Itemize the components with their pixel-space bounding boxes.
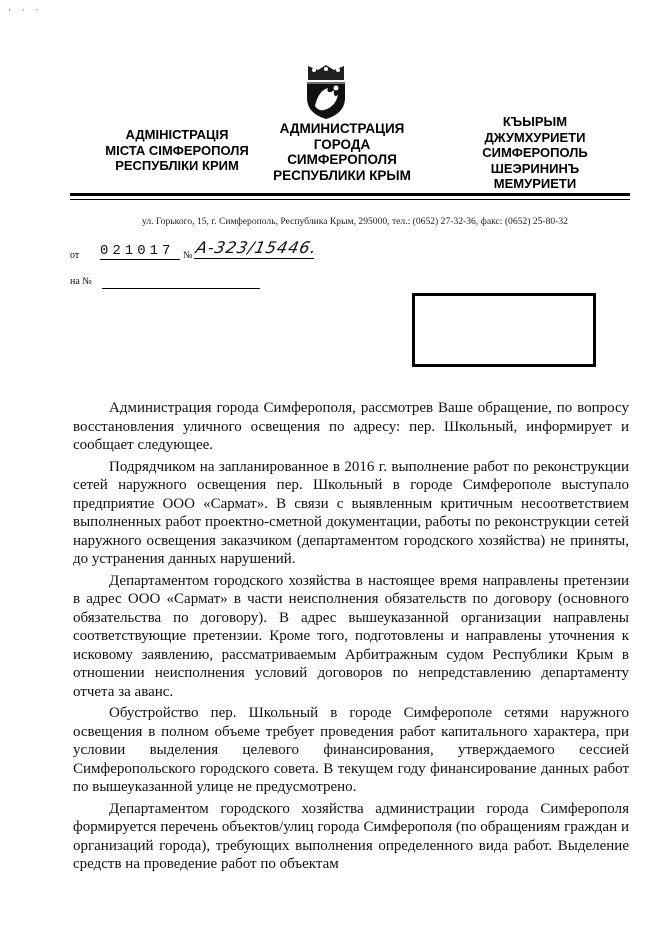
- paragraph: Департаментом городского хозяйства в настоящее время направлены претензии в адрес ООО «Сармат» в части неисполнения обязательств по договору (основного обязательства по договору). В адрес вышеуказанной организации направлены соответствующие претензии. Кроме того, подготовлены и направлены уточнения к исковому заявлению, рассматриваемым Арбитражным судом Республики Крым в отношении неисполнения условий договоров по непредставлению департаменту отчета за аванс.: [73, 572, 629, 700]
- header-divider-thin: [70, 199, 630, 200]
- header-line: КЪЫРЫМ: [502, 114, 568, 129]
- header-line: МІСТА СІМФЕРОПОЛЯ: [105, 142, 249, 158]
- crimea-coat-of-arms-icon: [300, 64, 352, 120]
- header-divider-thick: [70, 193, 630, 196]
- document-number: А-323/15446.: [194, 238, 319, 257]
- reply-to-label: на №: [70, 276, 92, 287]
- scan-marks: · · ·: [8, 6, 43, 16]
- header-ukrainian: [78, 127, 276, 174]
- header-line: АДМІНІСТРАЦІЯ: [125, 127, 229, 142]
- header-line: ГОРОДА: [313, 136, 371, 152]
- address-line: ул. Горького, 15, г. Симферополь, Республика Крым, 295000, тел.: (0652) 27-32-36, факс: (0652) 25-80-32: [142, 216, 568, 227]
- header-line: ШЕЭРИНИНЪ: [490, 160, 580, 176]
- document-date: 021017: [100, 243, 180, 260]
- from-label: от: [70, 250, 80, 261]
- header-russian: [263, 121, 421, 183]
- letter-body: [73, 399, 629, 877]
- paragraph: Департаментом городского хозяйства администрации города Симферополя формируется перечень объектов/улиц города Симферополя (по обращениям граждан и организаций города), требующих выполнения определенного вида работ. Выделение средств на проведение работ по объектам: [73, 800, 629, 872]
- header-line: РЕСПУБЛИКИ КРЫМ: [273, 167, 411, 183]
- header-line: АДМИНИСТРАЦИЯ: [279, 121, 405, 136]
- redacted-addressee-box: [412, 293, 596, 367]
- paragraph: Администрация города Симферополя, рассмотрев Ваше обращение, по вопросу восстановления уличного освещения по адресу: пер. Школьный, информирует и сообщает следующее.: [73, 400, 629, 453]
- header-line: РЕСПУБЛІКИ КРИМ: [115, 158, 239, 173]
- paragraph: Подрядчиком на запланированное в 2016 г. выполнение работ по реконструкции сетей наружного освещения пер. Школьный в городе Симферополе выступало предприятие ООО «Сармат». В связи с выявленным критичным несоответствием выполненных работ проектно-сметной документации, работы по реконструкции сетей наружного освещения заказчиком (департаментом городского хозяйства) не приняты, до устранения данных нарушений.: [73, 458, 629, 567]
- header-line: ДЖУМХУРИЕТИ: [484, 129, 586, 145]
- header-crimean-tatar: [460, 114, 610, 192]
- paragraph: Обустройство пер. Школьный в городе Симферополе сетями наружного освещения в полном объеме требует проведения работ капитального характера, при условии выделения целевого финансирования, утверждаемого сессией Симферопольского городского совета. В текущем году финансирование данных работ по вышеуказанной улице не предусмотрено.: [73, 705, 629, 795]
- reply-to-line: [102, 288, 260, 289]
- header-line: СИМФЕРОПОЛЬ: [482, 145, 588, 160]
- header-line: СИМФЕРОПОЛЯ: [287, 152, 397, 167]
- number-label: №: [183, 250, 193, 261]
- header-line: МЕМУРИЕТИ: [493, 176, 577, 191]
